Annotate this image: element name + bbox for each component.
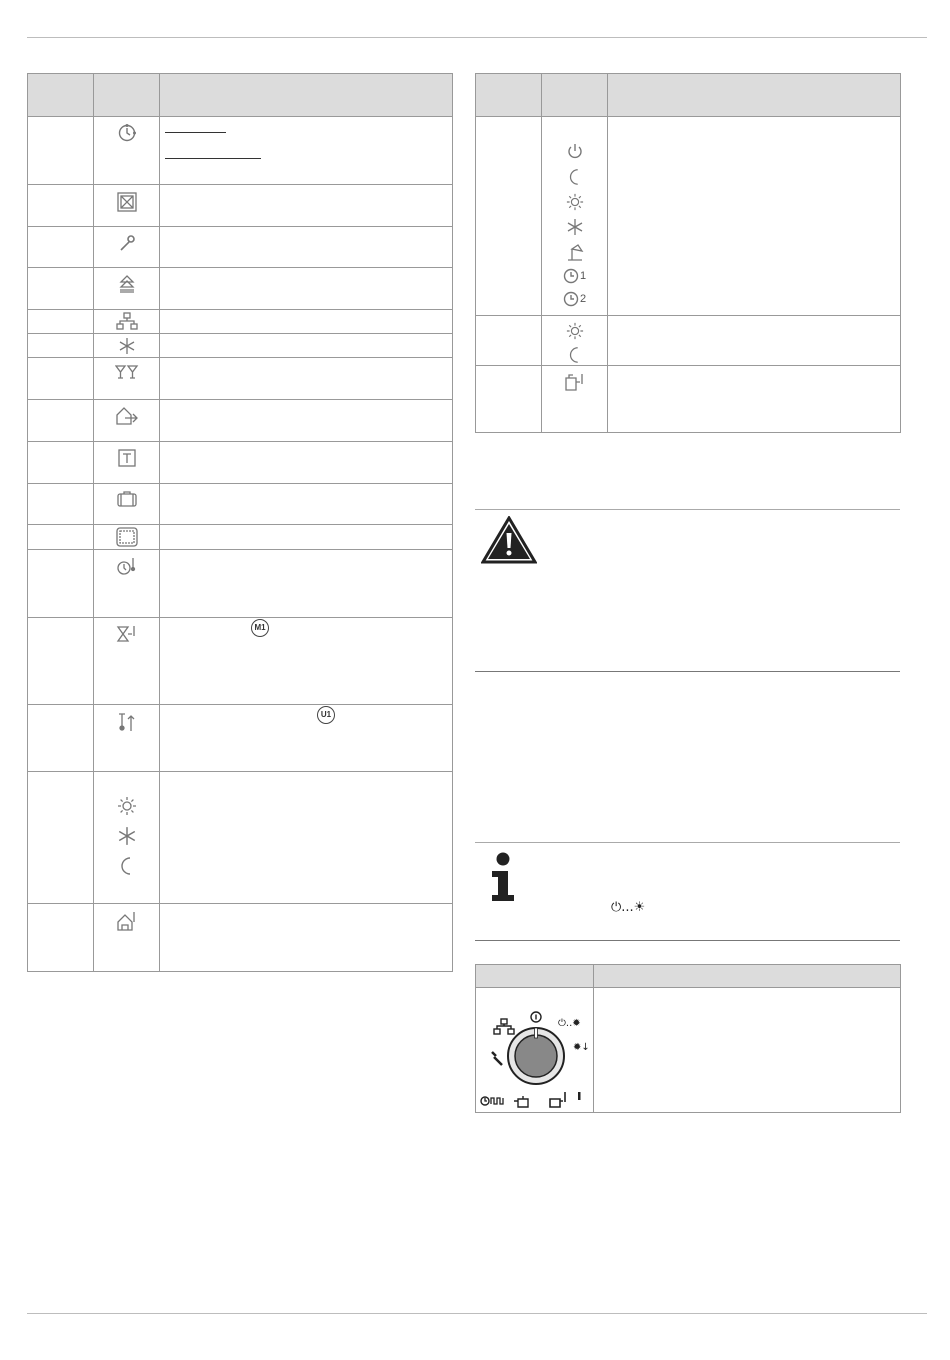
table-row bbox=[28, 185, 453, 227]
table-row bbox=[28, 442, 453, 484]
table-row bbox=[28, 772, 453, 904]
sun-icon bbox=[566, 193, 584, 211]
table-row bbox=[476, 316, 901, 366]
u1-badge: U1 bbox=[317, 706, 335, 724]
power-icon bbox=[566, 143, 584, 161]
snowflake-icon bbox=[566, 218, 584, 236]
table-row bbox=[28, 525, 453, 550]
header-cell bbox=[160, 74, 453, 117]
header-cell bbox=[476, 965, 594, 988]
dial-label-top-right: ⏻..✹ bbox=[558, 1018, 581, 1029]
header-cell bbox=[594, 965, 901, 988]
top-rule bbox=[27, 37, 927, 38]
house-arrow-icon bbox=[115, 406, 139, 426]
bottom-rule bbox=[27, 1313, 927, 1314]
table-row bbox=[28, 904, 453, 972]
underline-link bbox=[165, 158, 261, 159]
m1-badge: M1 bbox=[251, 619, 269, 637]
table-row bbox=[28, 334, 453, 358]
clock-dots-icon bbox=[117, 123, 137, 143]
table-row bbox=[28, 358, 453, 400]
burner-icon bbox=[117, 448, 137, 468]
party-icon bbox=[115, 364, 139, 382]
beach-icon bbox=[566, 243, 584, 261]
table-row bbox=[28, 268, 453, 310]
moon-icon bbox=[566, 346, 584, 364]
timer-2-icon: 2 bbox=[563, 291, 586, 307]
sun-icon bbox=[566, 322, 584, 340]
mode-range-symbol: ⏻...☀ bbox=[611, 900, 646, 915]
warning-triangle-icon bbox=[481, 516, 537, 564]
header-cell bbox=[476, 74, 542, 117]
table-row bbox=[476, 988, 901, 1113]
thermometer-clock-icon bbox=[116, 556, 138, 576]
info-icon bbox=[488, 852, 518, 902]
temperature-up-icon bbox=[116, 711, 138, 733]
snowflake-icon bbox=[118, 337, 136, 355]
snowflake-icon bbox=[117, 826, 137, 846]
timer-1-icon: 1 bbox=[563, 268, 586, 284]
table-row bbox=[28, 705, 453, 772]
moon-icon bbox=[117, 856, 137, 876]
dhw-tap-icon bbox=[564, 372, 586, 392]
sun-icon bbox=[117, 796, 137, 816]
house-temp-icon bbox=[116, 910, 138, 932]
mixer-valve-icon bbox=[116, 624, 138, 644]
header-cell bbox=[608, 74, 901, 117]
right-symbol-table bbox=[475, 73, 901, 433]
frost-box-icon bbox=[116, 191, 138, 213]
table-row bbox=[28, 618, 453, 705]
warning-top-rule bbox=[475, 509, 900, 510]
table-row bbox=[28, 117, 453, 185]
wrench-icon bbox=[117, 233, 137, 253]
table-row bbox=[28, 227, 453, 268]
table-row bbox=[28, 400, 453, 442]
table-row bbox=[476, 366, 901, 433]
header-cell bbox=[28, 74, 94, 117]
moon-icon bbox=[566, 168, 584, 186]
info-top-rule bbox=[475, 842, 900, 843]
table-row bbox=[28, 484, 453, 525]
info-bottom-rule bbox=[475, 940, 900, 941]
header-cell bbox=[542, 74, 608, 117]
table-row bbox=[28, 550, 453, 618]
left-symbol-table bbox=[27, 73, 453, 972]
warning-bottom-rule bbox=[475, 671, 900, 672]
tree-icon bbox=[117, 274, 137, 294]
table-row bbox=[476, 117, 901, 316]
underline-link bbox=[165, 132, 226, 133]
dial-label-right-top: ✹↓ bbox=[573, 1042, 590, 1053]
screed-icon bbox=[116, 527, 138, 547]
header-cell bbox=[94, 74, 160, 117]
network-icon bbox=[116, 312, 138, 332]
table-row bbox=[28, 310, 453, 334]
dial-table bbox=[475, 964, 901, 1113]
suitcase-icon bbox=[116, 490, 138, 508]
